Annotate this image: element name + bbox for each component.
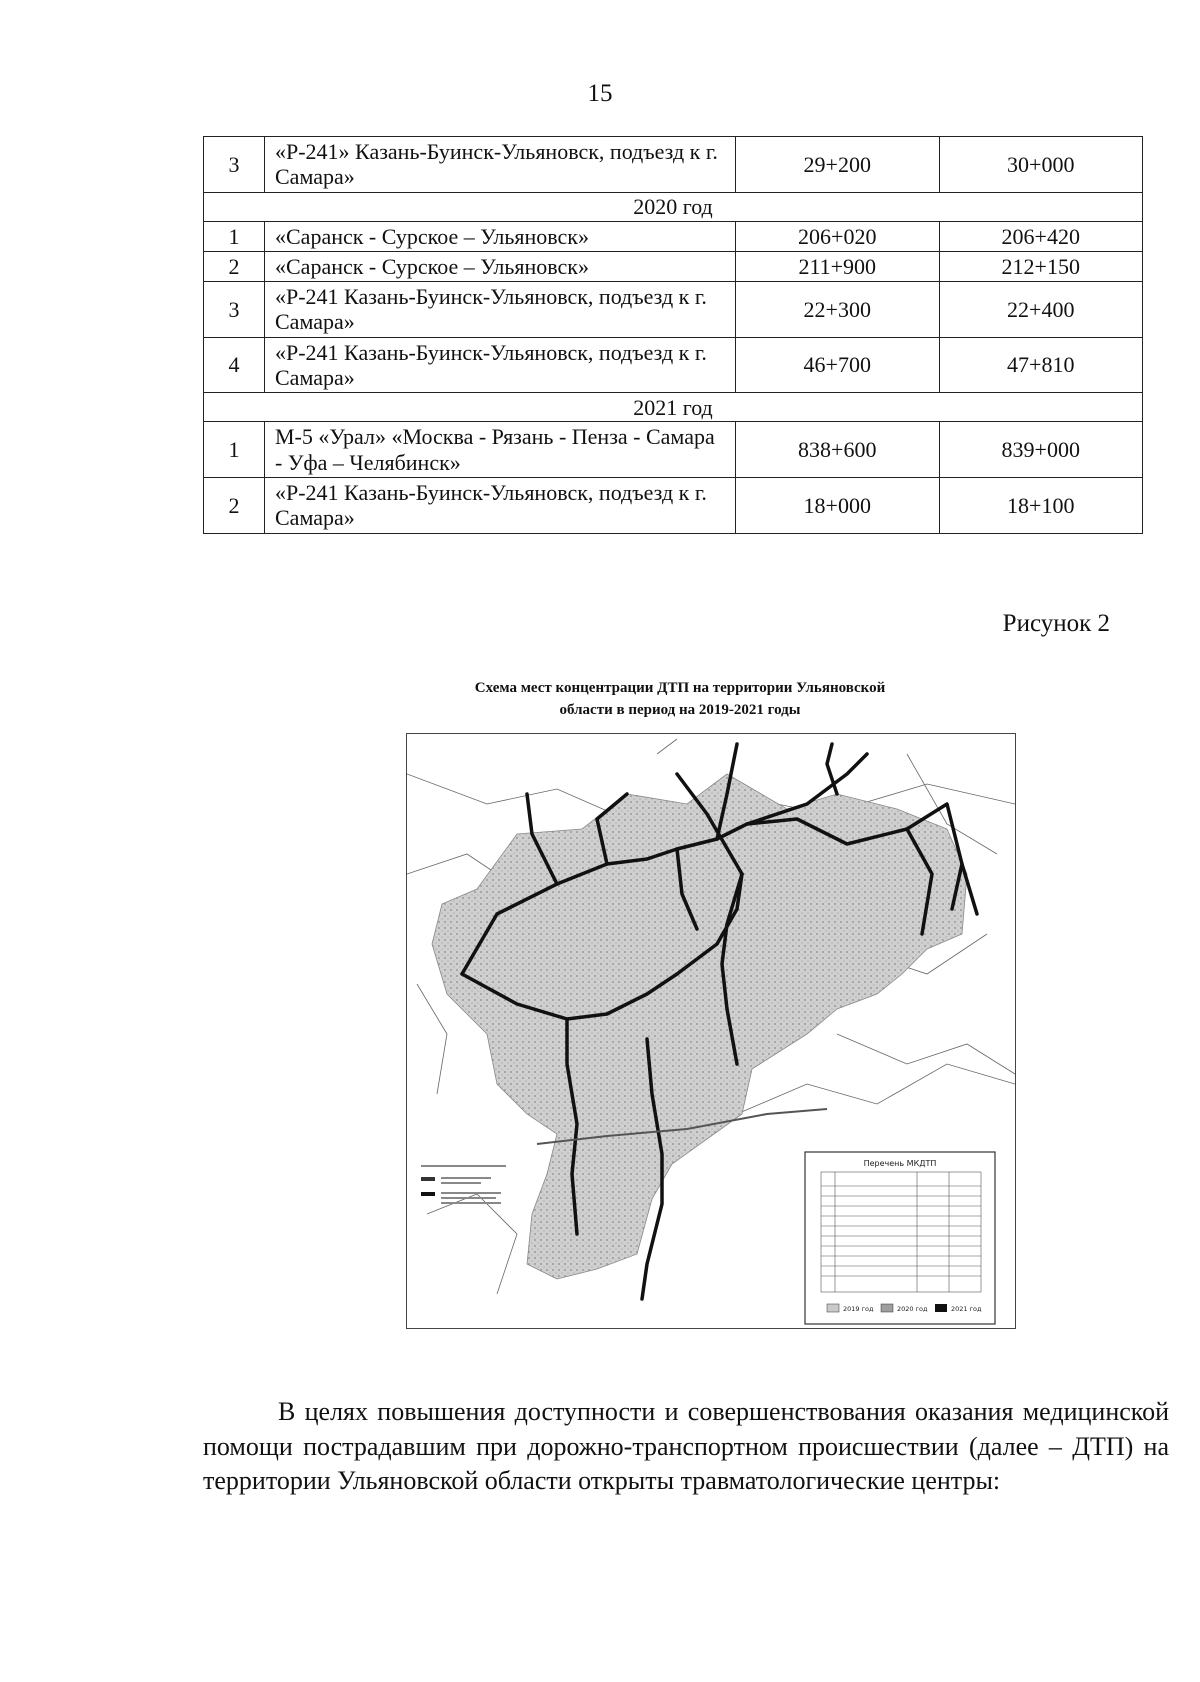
- road-name-cell: «Саранск - Сурское – Ульяновск»: [265, 221, 736, 251]
- km-end-cell: 212+150: [939, 251, 1143, 281]
- km-start-cell: 211+900: [736, 251, 940, 281]
- road-name-cell: «Р-241 Казань-Буинск-Ульяновск, подъезд к г. Самара»: [265, 477, 736, 533]
- body-paragraph: В целях повышения доступности и совершенствования оказания медицинской помощи пострадавшим при дорожно-транспортном происшествии (далее – ДТП) на территории Ульяновской области открыты травматологические центры:: [203, 1397, 1169, 1495]
- table-row: [204, 221, 1143, 251]
- map-legend: [421, 1165, 506, 1204]
- km-end-cell: 22+400: [939, 282, 1143, 338]
- km-end-cell: 30+000: [939, 137, 1143, 193]
- km-start-cell: 46+700: [736, 337, 940, 393]
- year-header: 2021 год: [204, 393, 1143, 422]
- map-title-line-2: области в период на 2019-2021 годы: [559, 701, 801, 718]
- row-number-cell: 1: [204, 221, 265, 251]
- year-header-row: [204, 192, 1143, 221]
- map-title: [400, 678, 960, 722]
- road-name-cell: «Р-241» Казань-Буинск-Ульяновск, подъезд к г. Самара»: [265, 137, 736, 193]
- figure-label: Рисунок 2: [1002, 610, 1110, 637]
- legend-label-2021: 2021 год: [951, 1305, 982, 1313]
- table-row: [204, 137, 1143, 193]
- legend-swatch-2021: [935, 1304, 947, 1312]
- road-name-cell: «Саранск - Сурское – Ульяновск»: [265, 251, 736, 281]
- row-number-cell: 2: [204, 477, 265, 533]
- table-row: [204, 282, 1143, 338]
- km-start-cell: 22+300: [736, 282, 940, 338]
- inset-panel: [805, 1152, 995, 1324]
- row-number-cell: 2: [204, 251, 265, 281]
- km-end-cell: 206+420: [939, 221, 1143, 251]
- km-start-cell: 838+600: [736, 422, 940, 478]
- inset-title: Перечень МКДТП: [863, 1159, 937, 1168]
- row-number-cell: 3: [204, 137, 265, 193]
- road-name-cell: «Р-241 Казань-Буинск-Ульяновск, подъезд к г. Самара»: [265, 282, 736, 338]
- accident-sites-table: [203, 136, 1143, 534]
- region-map-graphic: [407, 734, 1015, 1328]
- table-row: [204, 477, 1143, 533]
- legend-label-2020: 2020 год: [897, 1305, 928, 1313]
- km-end-cell: 47+810: [939, 337, 1143, 393]
- km-start-cell: 29+200: [736, 137, 940, 193]
- year-header-row: [204, 393, 1143, 422]
- row-number-cell: 1: [204, 422, 265, 478]
- row-number-cell: 3: [204, 282, 265, 338]
- map-title-line-1: Схема мест концентрации ДТП на территории Ульяновской: [474, 680, 886, 696]
- legend-swatch-2020: [881, 1304, 893, 1312]
- road-name-cell: М-5 «Урал» «Москва - Рязань - Пенза - Самара - Уфа – Челябинск»: [265, 422, 736, 478]
- table-row: [204, 251, 1143, 281]
- region-map: [406, 733, 1016, 1329]
- page-number: 15: [587, 80, 613, 107]
- km-start-cell: 18+000: [736, 477, 940, 533]
- km-end-cell: 18+100: [939, 477, 1143, 533]
- road-name-cell: «Р-241 Казань-Буинск-Ульяновск, подъезд к г. Самара»: [265, 337, 736, 393]
- legend-swatch-2019: [827, 1304, 839, 1312]
- table-row: [204, 337, 1143, 393]
- year-header: 2020 год: [204, 192, 1143, 221]
- row-number-cell: 4: [204, 337, 265, 393]
- legend-label-2019: 2019 год: [843, 1305, 874, 1313]
- km-end-cell: 839+000: [939, 422, 1143, 478]
- table-row: [204, 422, 1143, 478]
- km-start-cell: 206+020: [736, 221, 940, 251]
